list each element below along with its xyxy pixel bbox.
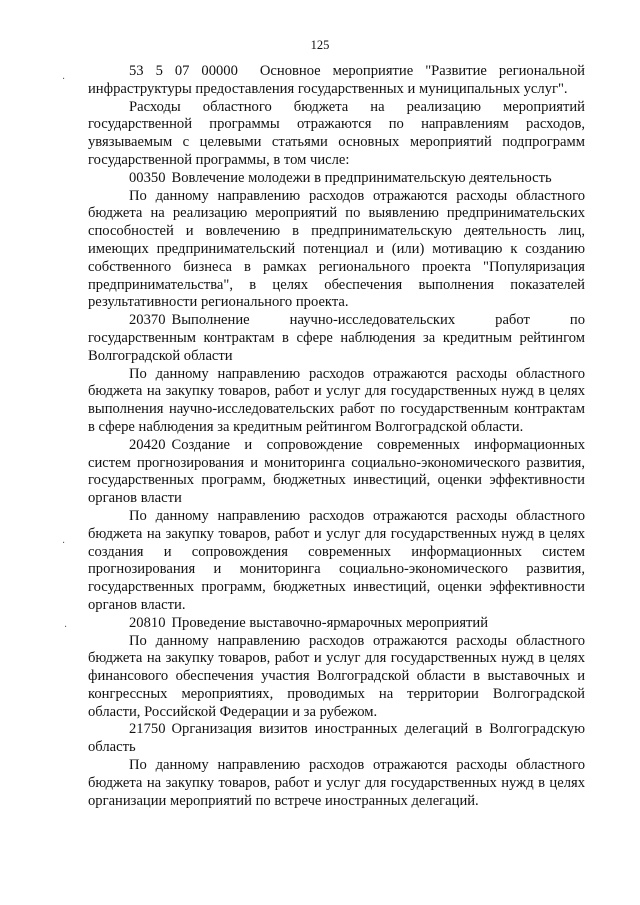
target-code: 20370	[129, 312, 166, 329]
target-code: 20420	[129, 436, 166, 453]
page-number: 125	[310, 38, 330, 52]
paragraph-intro: Расходы областного бюджета на реализацию мероприятий государственной программы отражаются по направлениям расходов, увязываемым с целевыми статьями основных мероприятий подпрограмм государственной программы, в том числе:	[88, 98, 585, 168]
heading-text: Проведение выставочно-ярмарочных мероприятий	[171, 614, 489, 631]
scan-mark: ·	[64, 622, 68, 633]
target-code: 20810	[129, 614, 166, 631]
paragraph-heading	[88, 721, 585, 757]
paragraph-heading	[88, 170, 585, 188]
paragraph-body: По данному направлению расходов отражаются расходы областного бюджета на закупку товаров, работ и услуг для государственных нужд в целях финансового обеспечения участия Волгоградской области в выставочных и конгрессных мероприятиях, проводимых на территории Волгоградской области, Российской Федерации и за рубежом.	[88, 632, 585, 720]
scan-mark: ·	[62, 538, 66, 549]
heading-text: Выполнение научно-исследовательских работ по государственным контрактам в сфере наблюдения за кредитным рейтингом Волгоградской области	[88, 312, 585, 364]
paragraph-heading	[88, 312, 585, 365]
heading-text: Создание и сопровождение современных информационных систем прогнозирования и мониторинга социально-экономического развития, государственных программ, бюджетных инвестиций, оценки эффективности органов власти	[88, 436, 585, 507]
paragraph-body: По данному направлению расходов отражаются расходы областного бюджета на закупку товаров, работ и услуг для государственных нужд в целях организации мероприятий по встрече иностранных делегаций.	[88, 757, 585, 809]
target-code: 21750	[129, 721, 166, 738]
paragraph-heading	[88, 615, 585, 633]
heading-text: Организация визитов иностранных делегаций в Волгоградскую область	[88, 721, 585, 756]
paragraph-body: По данному направлению расходов отражаются расходы областного бюджета на закупку товаров, работ и услуг для государственных нужд в целях создания и сопровождения современных информационных систем прогнозирования и мониторинга социально-экономического развития, государственных программ, бюджетных инвестиций, оценки эффективности органов власти.	[88, 507, 585, 613]
paragraph-body: По данному направлению расходов отражаются расходы областного бюджета на реализацию мероприятий по выявлению предпринимательских способностей и вовлечению в предпринимательскую деятельность лиц, имеющих предпринимательский потенциал и (или) мотивацию к созданию собственного бизнеса в рамках регионального проекта "Популяризация предпринимательства", в целях обеспечения выполнения показателей результативности регионального проекта.	[88, 187, 585, 311]
heading-text: Вовлечение молодежи в предпринимательскую деятельность	[171, 169, 552, 186]
heading-text: Основное мероприятие "Развитие региональной инфраструктуры предоставления государственных и муниципальных услуг".	[88, 63, 585, 97]
target-code: 53 5 07 00000	[129, 63, 238, 79]
paragraph-main-event	[88, 63, 585, 99]
paragraph-heading	[88, 437, 585, 508]
paragraph-body: По данному направлению расходов отражаются расходы областного бюджета на закупку товаров, работ и услуг для государственных нужд в целях выполнения научно-исследовательских работ по государственным контрактам в сфере наблюдения за кредитным рейтингом Волгоградской области.	[88, 365, 585, 435]
document-body	[88, 63, 585, 810]
scan-mark: ·	[62, 74, 66, 85]
target-code: 00350	[129, 169, 166, 186]
